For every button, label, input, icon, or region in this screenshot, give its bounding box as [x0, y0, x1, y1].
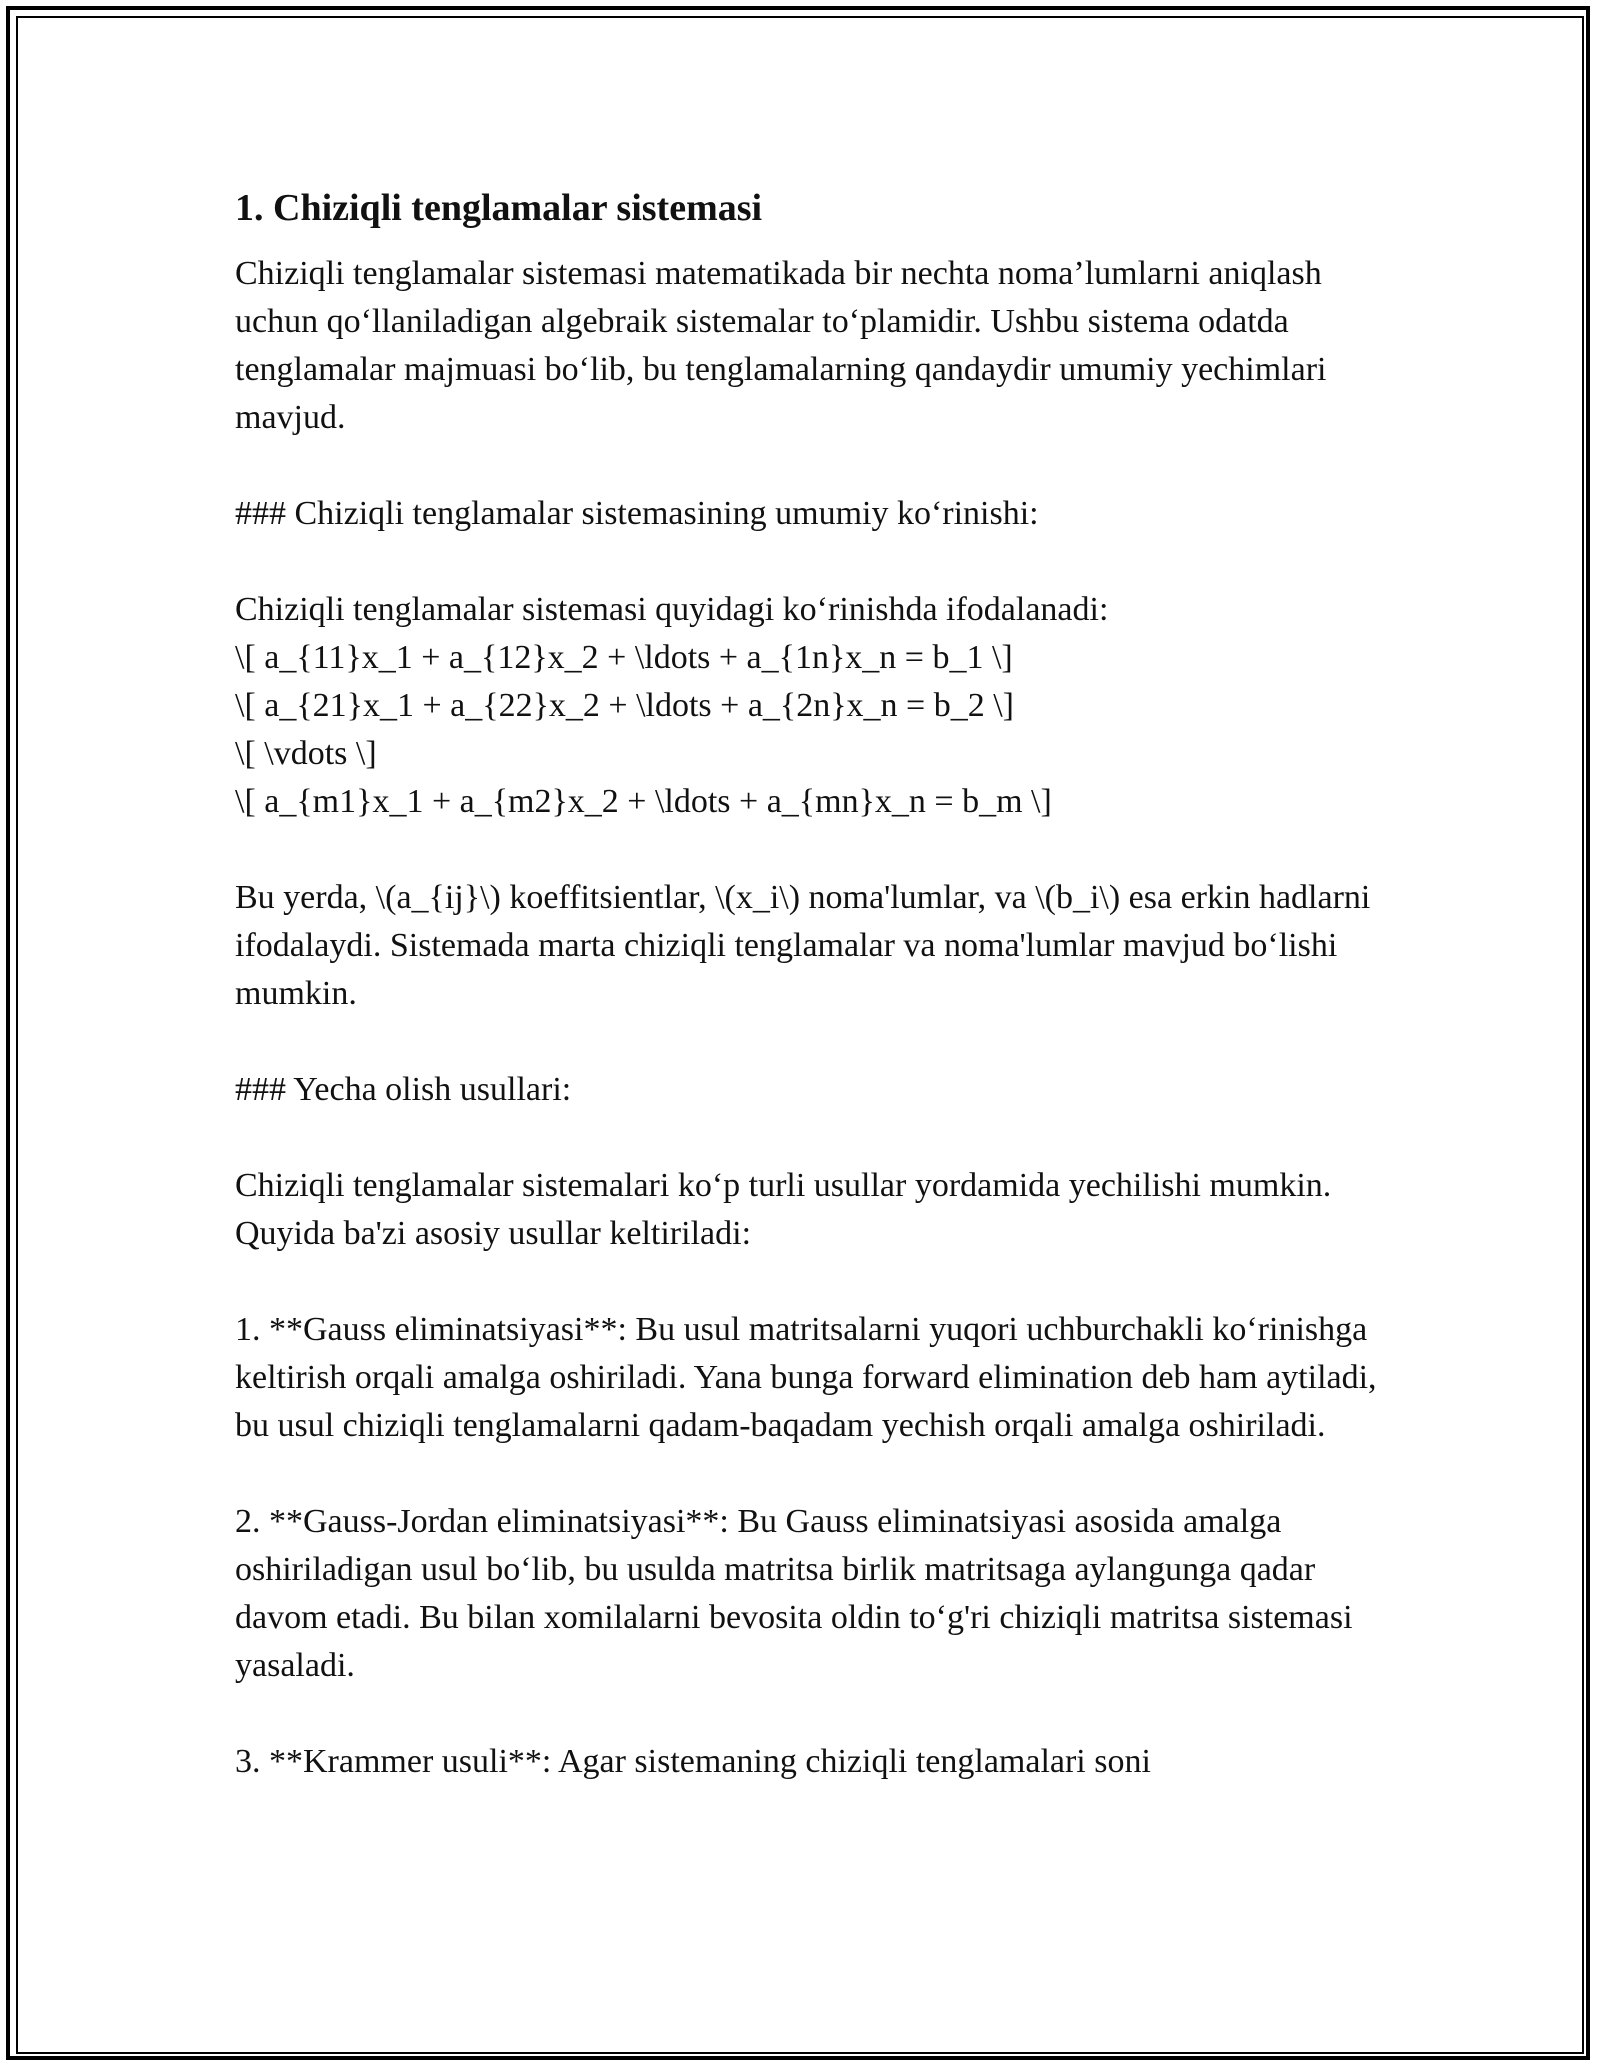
- intro-paragraph: Chiziqli tenglamalar sistemasi matematikada bir nechta noma’lumlarni aniqlash uchun qo‘llaniladigan algebraik sistemalar to‘plamidir. Ushbu sistema odatda tenglamalar majmuasi bo‘lib, bu tenglamalarning qandaydir umumiy yechimlari mavjud.: [235, 255, 1335, 436]
- method-gauss-jordan: 2. **Gauss-Jordan eliminatsiyasi**: Bu Gauss eliminatsiyasi asosida amalga oshiriladigan usul bo‘lib, bu usulda matritsa birlik matritsaga aylangunga qadar davom etadi. Bu bilan xomilalarni bevosita oldin to‘g'ri chiziqli matritsa sistemasi yasaladi.: [235, 1503, 1362, 1684]
- methods-intro-paragraph: Chiziqli tenglamalar sistemalari ko‘p turli usullar yordamida yechilishi mumkin. Quyida ba'zi asosiy usullar keltiriladi:: [235, 1167, 1340, 1252]
- equation-line-vdots: \[ \vdots \]: [235, 735, 377, 772]
- method-gauss: 1. **Gauss eliminatsiyasi**: Bu usul matritsalarni yuqori uchburchakli ko‘rinishga keltirish orqali amalga oshiriladi. Yana bunga forward elimination deb ham aytiladi, bu usul chiziqli tenglamalarni qadam-baqadam yechish orqali amalga oshiriladi.: [235, 1311, 1386, 1444]
- equation-line-2: \[ a_{21}x_1 + a_{22}x_2 + \ldots + a_{2n}x_n = b_2 \]: [235, 687, 1014, 724]
- equations-intro: Chiziqli tenglamalar sistemasi quyidagi ko‘rinishda ifodalanadi:: [235, 591, 1109, 628]
- section-heading: 1. Chiziqli tenglamalar sistemasi: [235, 187, 763, 229]
- explanation-paragraph: Bu yerda, \(a_{ij}\) koeffitsientlar, \(x_i\) noma'lumlar, va \(b_i\) esa erkin hadlarni ifodalaydi. Sistemada marta chiziqli tenglamalar va noma'lumlar mavjud bo‘lishi mumkin.: [235, 879, 1379, 1012]
- subheading-methods: ### Yecha olish usullari:: [235, 1071, 572, 1108]
- document-body: [235, 182, 1395, 1834]
- equation-line-1: \[ a_{11}x_1 + a_{12}x_2 + \ldots + a_{1n}x_n = b_1 \]: [235, 639, 1013, 676]
- subheading-general-form: ### Chiziqli tenglamalar sistemasining umumiy ko‘rinishi:: [235, 495, 1039, 532]
- method-cramer: 3. **Krammer usuli**: Agar sistemaning chiziqli tenglamalari soni: [235, 1743, 1151, 1780]
- equations-block: [235, 586, 1395, 826]
- equation-line-m: \[ a_{m1}x_1 + a_{m2}x_2 + \ldots + a_{mn}x_n = b_m \]: [235, 783, 1052, 820]
